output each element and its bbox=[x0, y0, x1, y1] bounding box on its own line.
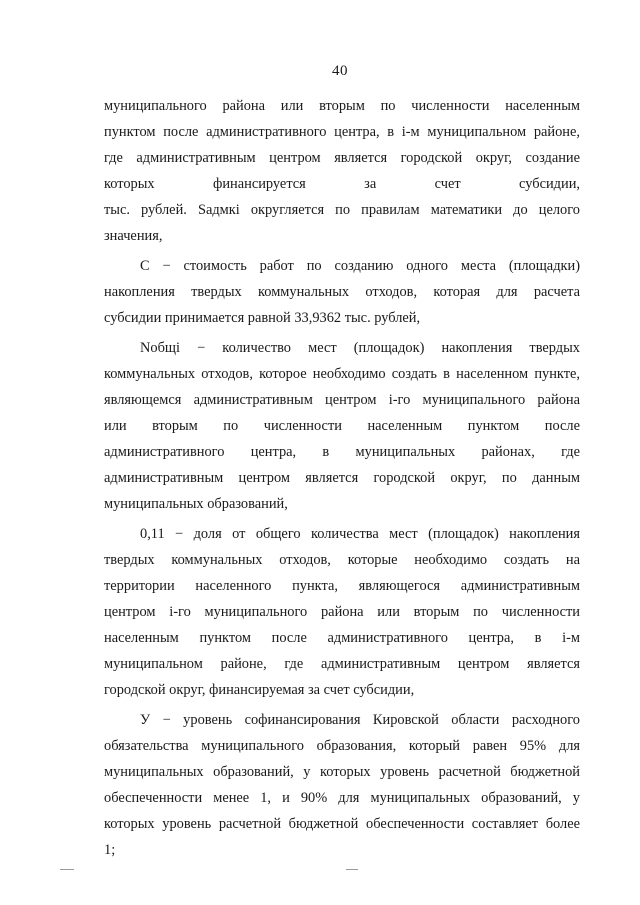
text-line: центром i-го муниципального района или вторым по численности bbox=[104, 604, 580, 620]
text-line: У − уровень софинансирования Кировской области расходного bbox=[140, 712, 580, 728]
document-body bbox=[104, 93, 580, 863]
text-line: обеспеченности менее 1, и 90% для муниципальных образований, у bbox=[104, 790, 580, 806]
text-line: субсидии принимается равной 33,9362 тыс. рублей, bbox=[104, 310, 421, 326]
text-line: тыс. рублей. Sадмкi округляется по правилам математики до целого bbox=[104, 202, 580, 218]
text-line: которых уровень расчетной бюджетной обеспеченности составляет более bbox=[104, 816, 580, 832]
paragraph-p2 bbox=[104, 253, 580, 331]
text-line: коммунальных отходов, которое необходимо создать в населенном пункте, bbox=[104, 366, 580, 382]
text-line: твердых коммунальных отходов, которые необходимо создать на bbox=[104, 552, 580, 568]
text-line: 0,11 − доля от общего количества мест (площадок) накопления bbox=[140, 526, 580, 542]
text-line: обязательства муниципального образования, который равен 95% для bbox=[104, 738, 580, 754]
text-line: территории населенного пункта, являющегося административным bbox=[104, 578, 580, 594]
text-line: являющемся административным центром i-го муниципального района bbox=[104, 392, 580, 408]
text-line: Nобщi − количество мест (площадок) накопления твердых bbox=[140, 340, 580, 356]
text-line: населенным пунктом после административного центра, в i-м bbox=[104, 630, 580, 646]
text-line: административного центра, в муниципальных районах, где bbox=[104, 444, 580, 460]
paragraph-p4 bbox=[104, 521, 580, 703]
paragraph-p3 bbox=[104, 335, 580, 517]
paragraph-p1 bbox=[104, 93, 580, 249]
text-line: значения, bbox=[104, 228, 163, 244]
text-line: административным центром является городской округ, по данным bbox=[104, 470, 580, 486]
text-line: муниципальных образований, у которых уровень расчетной бюджетной bbox=[104, 764, 580, 780]
text-line: С − стоимость работ по созданию одного места (площадки) bbox=[140, 258, 580, 274]
text-line: муниципального района или вторым по численности населенным bbox=[104, 98, 580, 114]
text-line: муниципальных образований, bbox=[104, 496, 288, 512]
page-number: 40 bbox=[332, 63, 348, 79]
paragraph-p5 bbox=[104, 707, 580, 863]
scan-mark bbox=[60, 869, 74, 870]
text-line: 1; bbox=[104, 842, 116, 858]
text-line: или вторым по численности населенным пунктом после bbox=[104, 418, 580, 434]
text-line: городской округ, финансируемая за счет субсидии, bbox=[104, 682, 415, 698]
text-line: пунктом после административного центра, в i-м муниципальном районе, bbox=[104, 124, 580, 140]
text-line: которых финансируется за счет субсидии, bbox=[104, 176, 580, 192]
text-line: муниципальном районе, где административным центром является bbox=[104, 656, 580, 672]
text-line: где административным центром является городской округ, создание bbox=[104, 150, 580, 166]
text-line: накопления твердых коммунальных отходов, которая для расчета bbox=[104, 284, 580, 300]
scan-mark bbox=[346, 869, 358, 870]
